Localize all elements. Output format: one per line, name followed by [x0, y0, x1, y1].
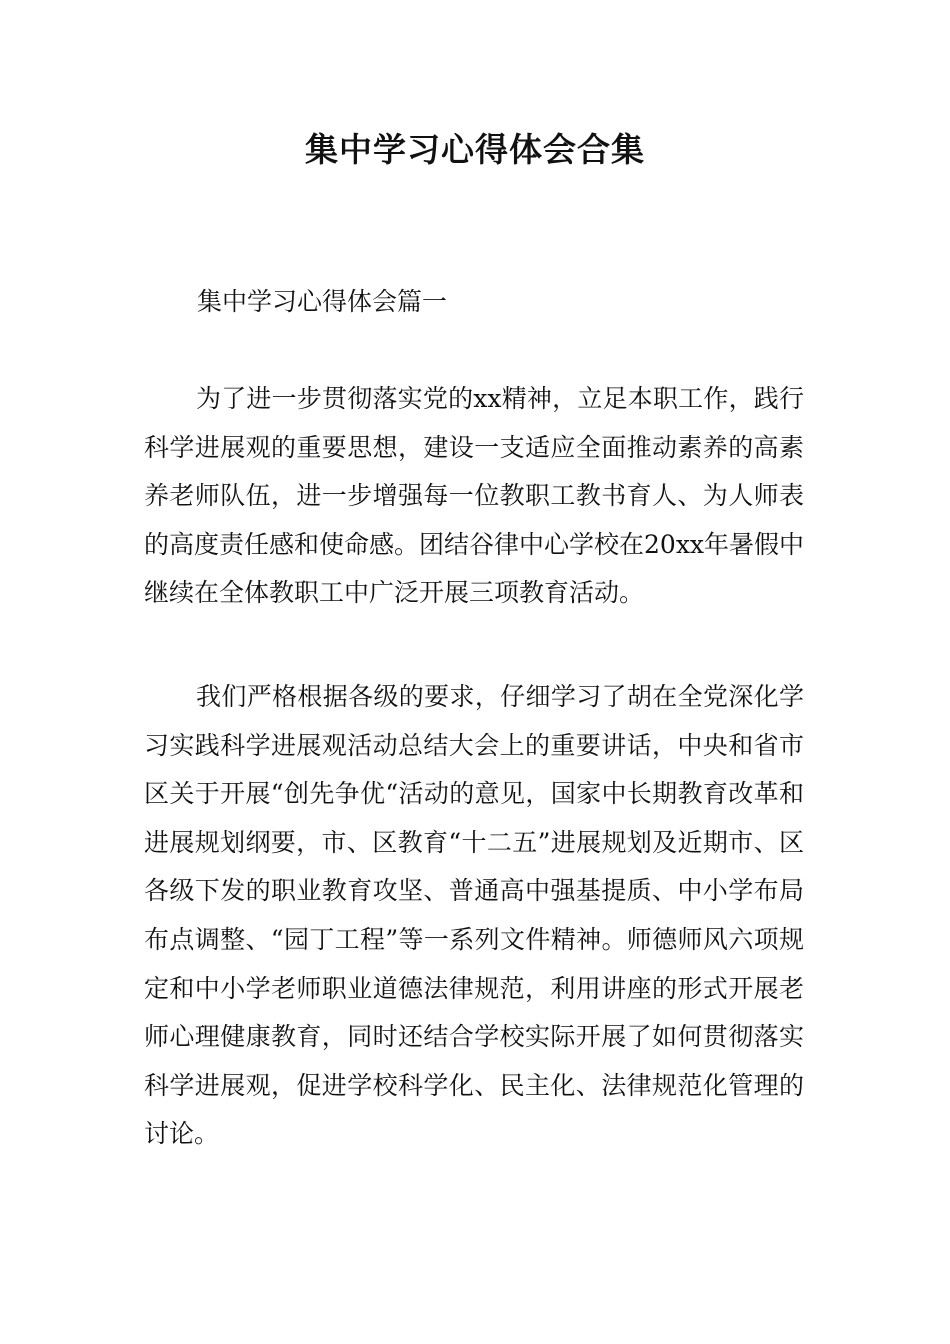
document-title: 集中学习心得体会合集	[305, 130, 645, 169]
paragraph-2: 我们严格根据各级的要求，仔细学习了胡在全党深化学习实践科学进展观活动总结大会上的重要讲话，中央和省市区关于开展“创先争优“活动的意见，国家中长期教育改革和进展规划纲要，市、区教育“十二五”进展规划及近期市、区各级下发的职业教育攻坚、普通高中强基提质、中小学布局布点调整、“园丁工程”等一系列文件精神。师德师风六项规定和中小学老师职业道德法律规范，利用讲座的形式开展老师心理健康教育，同时还结合学校实际开展了如何贯彻落实科学进展观，促进学校科学化、民主化、法律规范化管理的讨论。	[144, 682, 804, 1149]
section-heading: 集中学习心得体会篇一	[197, 287, 448, 316]
paragraph-1: 为了进一步贯彻落实党的xx精神，立足本职工作，践行科学进展观的重要思想，建设一支适应全面推动素养的高素养老师队伍，进一步增强每一位教职工教书育人、为人师表的高度责任感和使命感。团结谷律中心学校在20xx年暑假中继续在全体教职工中广泛开展三项教育活动。	[144, 384, 805, 608]
